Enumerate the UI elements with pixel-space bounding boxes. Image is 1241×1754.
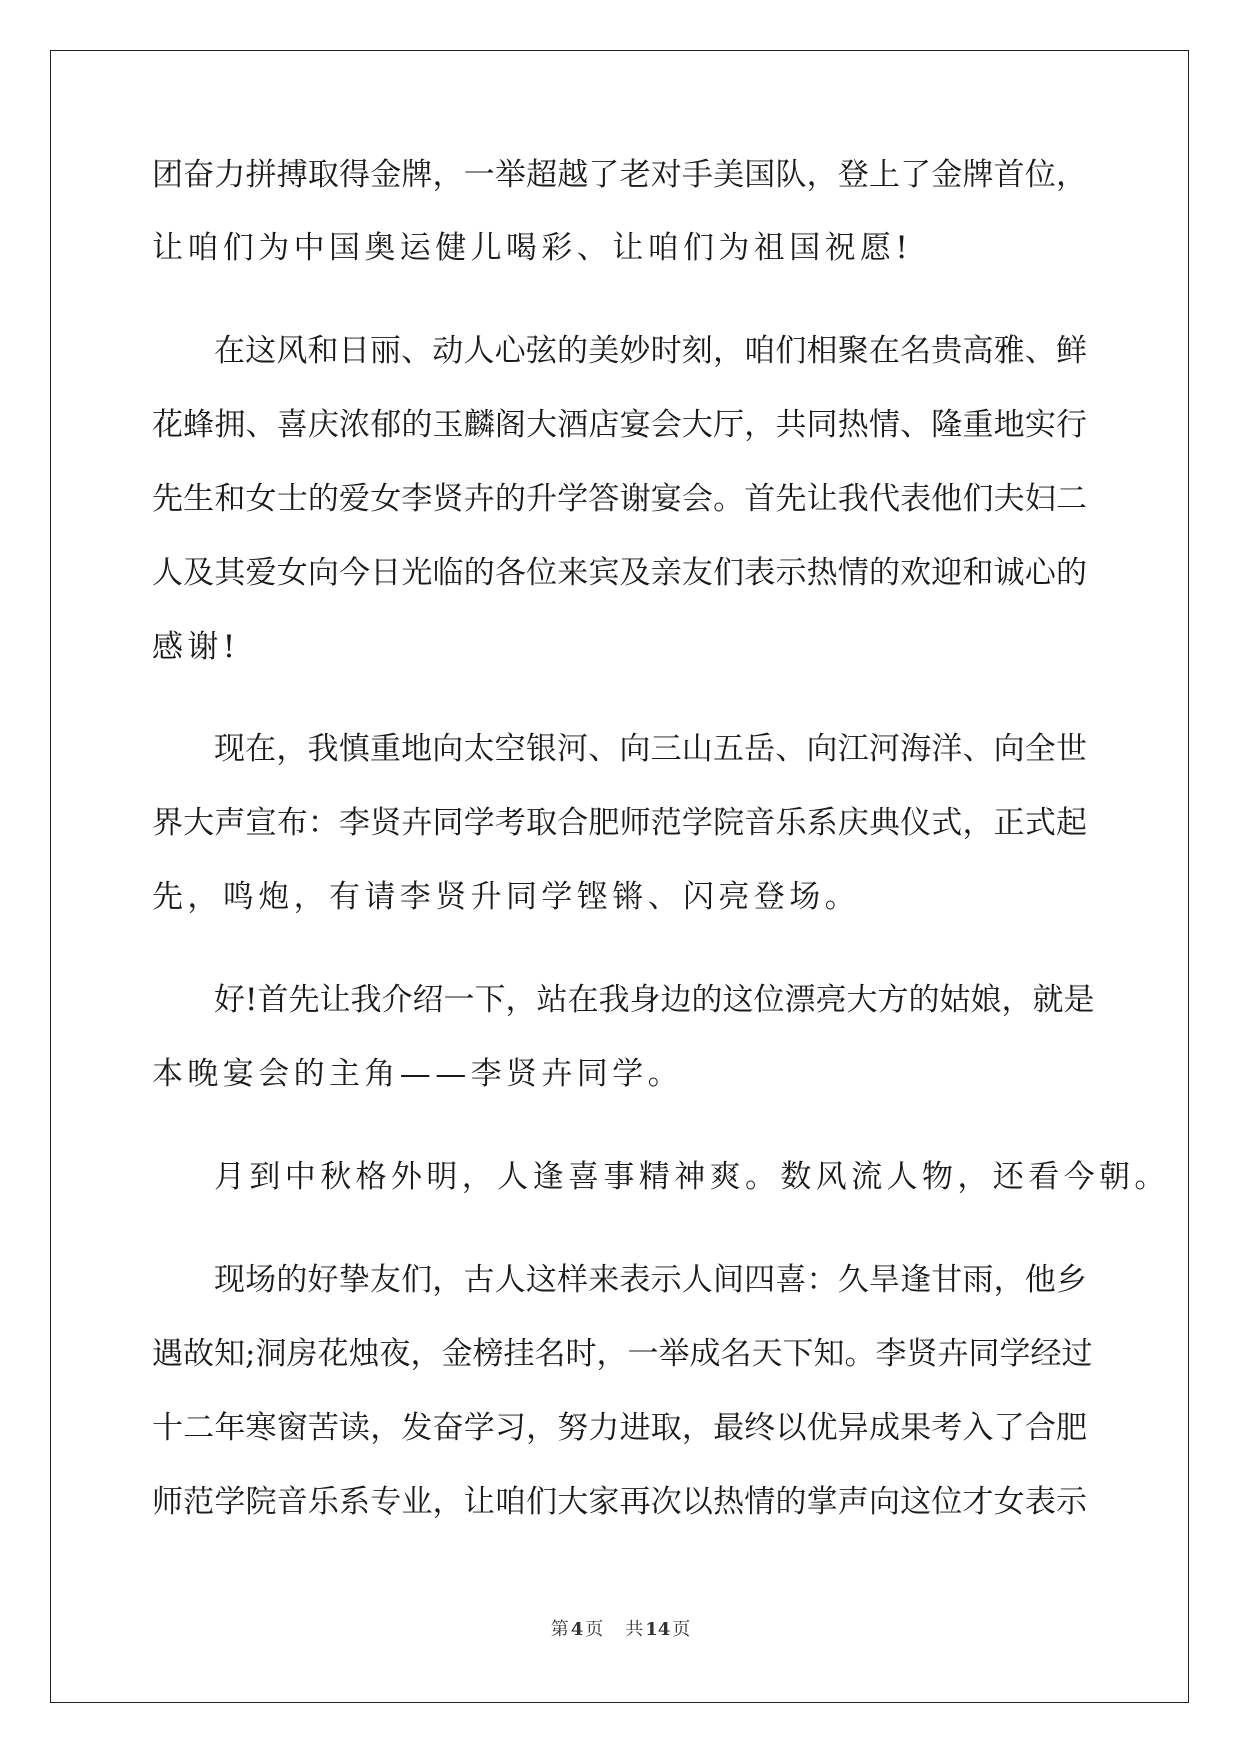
paragraph-first-line: 在这风和日丽、动人心弦的美妙时刻，咱们相聚在名贵高雅、鲜 bbox=[214, 333, 1087, 369]
text-line: 师范学院音乐系专业，让咱们大家再次以热情的掌声向这位才女表示 bbox=[152, 1484, 1087, 1520]
page-footer bbox=[0, 1618, 1241, 1642]
paragraph-first-line: 月到中秋格外明，人逢喜事精神爽。数风流人物，还看今朝。 bbox=[214, 1159, 1170, 1195]
text-line: 让咱们为中国奥运健儿喝彩、让咱们为祖国祝愿! bbox=[152, 230, 913, 266]
text-line: 十二年寒窗苦读，发奋学习，努力进取，最终以优异成果考入了合肥 bbox=[152, 1410, 1087, 1446]
text-line: 遇故知;洞房花烛夜，金榜挂名时，一举成名天下知。李贤卉同学经过 bbox=[152, 1336, 1093, 1372]
text-line: 人及其爱女向今日光临的各位来宾及亲友们表示热情的欢迎和诚心的 bbox=[152, 555, 1087, 591]
paragraph-first-line: 现场的好挚友们，古人这样来表示人间四喜：久旱逢甘雨，他乡 bbox=[214, 1262, 1087, 1298]
total-pages: 14 bbox=[645, 1619, 671, 1640]
paragraph-first-line: 现在，我慎重地向太空银河、向三山五岳、向江河海洋、向全世 bbox=[214, 731, 1087, 767]
page-number: 4 bbox=[570, 1619, 584, 1640]
text-line: 先生和女士的爱女李贤卉的升学答谢宴会。首先让我代表他们夫妇二 bbox=[152, 481, 1087, 517]
text-line: 花蜂拥、喜庆浓郁的玉麟阁大酒店宴会大厅，共同热情、隆重地实行 bbox=[152, 407, 1087, 443]
text-line: 界大声宣布：李贤卉同学考取合肥师范学院音乐系庆典仪式，正式起 bbox=[152, 805, 1087, 841]
total-suffix: 页 bbox=[672, 1619, 691, 1640]
text-line: 团奋力拼搏取得金牌，一举超越了老对手美国队，登上了金牌首位， bbox=[152, 157, 1087, 193]
paragraph-first-line: 好!首先让我介绍一下，站在我身边的这位漂亮大方的姑娘，就是 bbox=[214, 982, 1095, 1018]
text-line: 感谢! bbox=[152, 629, 240, 665]
text-line: 先，鸣炮，有请李贤升同学铿锵、闪亮登场。 bbox=[152, 879, 860, 915]
page-prefix: 第 bbox=[550, 1619, 569, 1640]
page-suffix: 页 bbox=[585, 1619, 604, 1640]
total-prefix: 共 bbox=[625, 1619, 644, 1640]
text-line: 本晚宴会的主角——李贤卉同学。 bbox=[152, 1056, 683, 1092]
